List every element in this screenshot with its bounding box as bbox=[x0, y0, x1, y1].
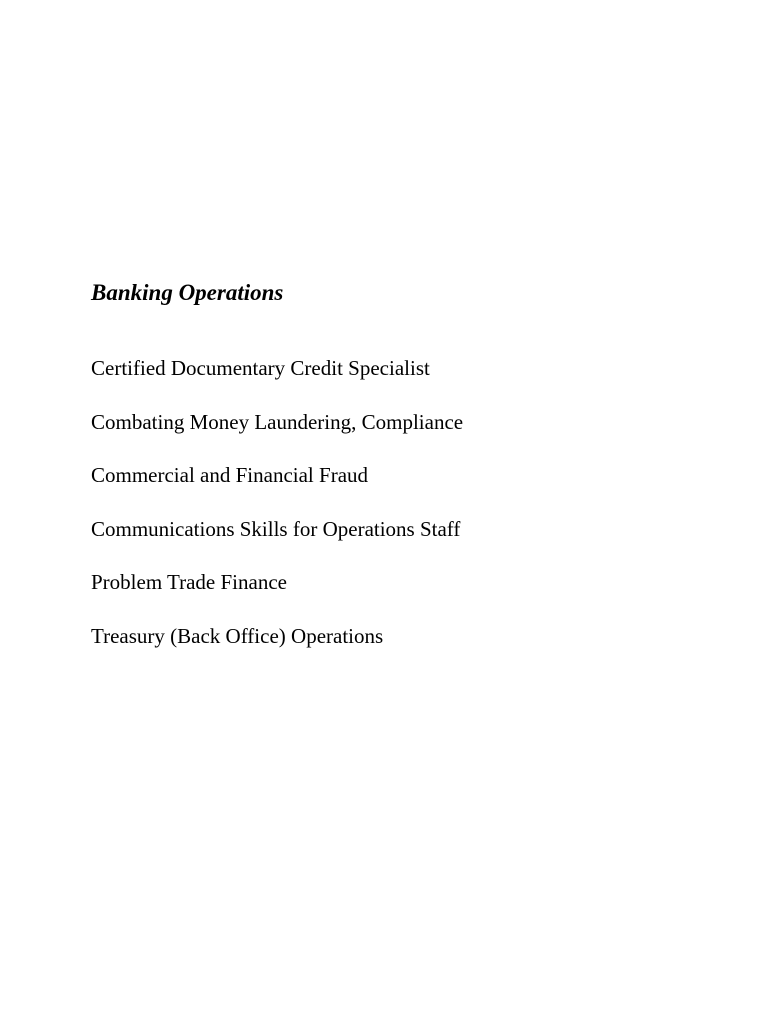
section-heading: Banking Operations bbox=[91, 280, 284, 305]
list-item: Commercial and Financial Fraud bbox=[91, 463, 369, 487]
list-item: Problem Trade Finance bbox=[91, 570, 287, 594]
course-list bbox=[91, 354, 463, 675]
list-item: Communications Skills for Operations Staff bbox=[91, 516, 461, 541]
list-item: Treasury (Back Office) Operations bbox=[91, 623, 384, 648]
list-item: Combating Money Laundering, Compliance bbox=[91, 409, 464, 434]
list-item: Certified Documentary Credit Specialist bbox=[91, 356, 430, 380]
